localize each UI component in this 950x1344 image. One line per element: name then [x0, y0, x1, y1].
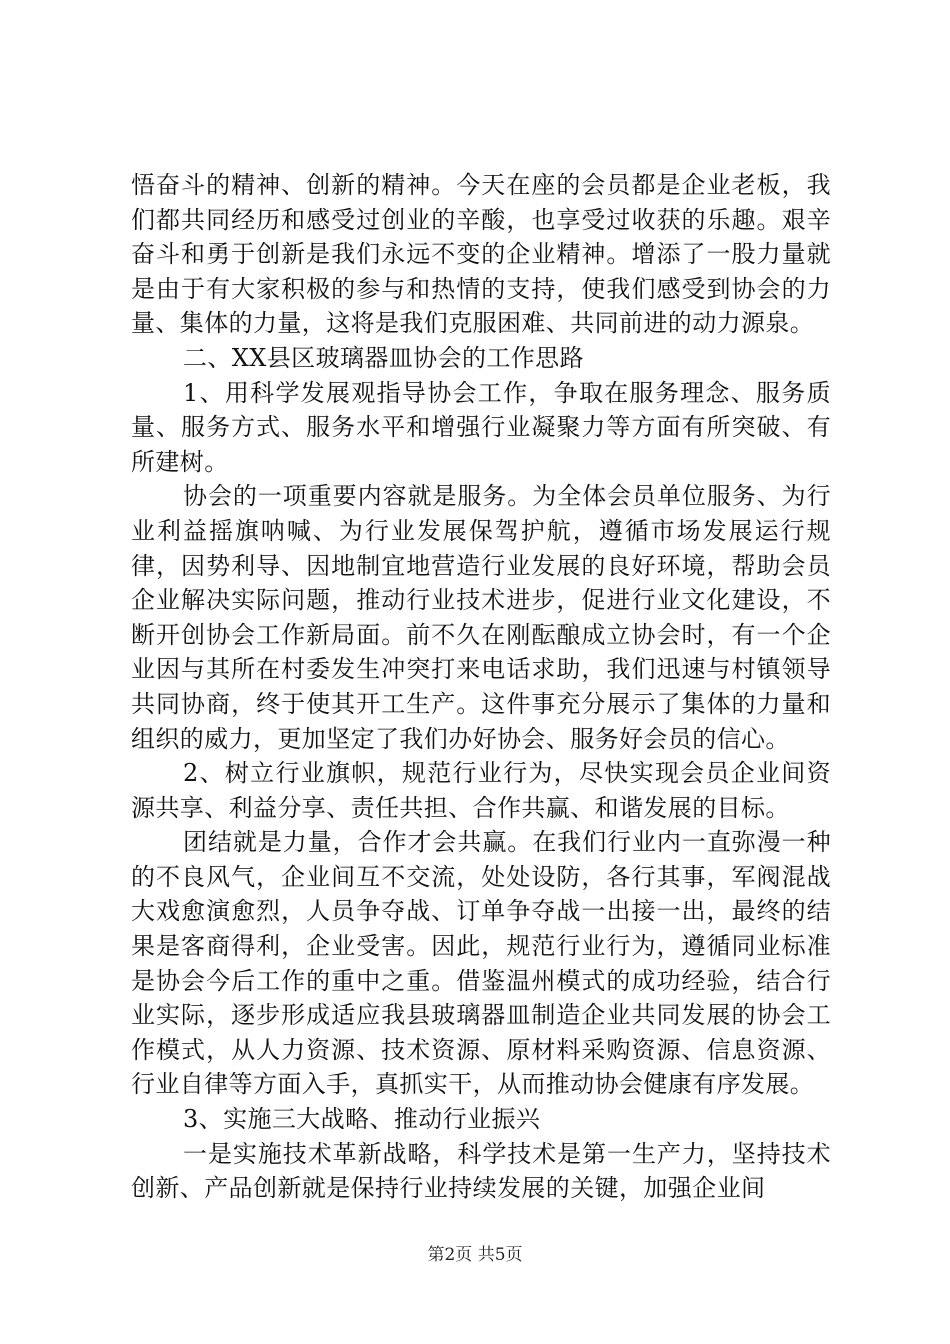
body-paragraph: 悟奋斗的精神、创新的精神。今天在座的会员都是企业老板，我们都共同经历和感受过创业的辛酸，也享受过收获的乐趣。艰辛奋斗和勇于创新是我们永远不变的企业精神。增添了一股力量就是由于有大家积极的参与和热情的支持，使我们感受到协会的力量、集体的力量，这将是我们克服困难、共同前进的动力源泉。 [131, 171, 831, 338]
body-paragraph: 二、XX县区玻璃器皿协会的工作思路 [183, 343, 584, 372]
body-paragraph: 3、实施三大战略、推动行业振兴 [183, 1105, 541, 1134]
page-footer: 第2页 共5页 [427, 1245, 523, 1265]
body-paragraph: 一是实施技术革新战略，科学技术是第一生产力，坚持技术创新、产品创新就是保持行业持续发展的关键，加强企业间 [131, 1139, 831, 1203]
body-paragraph: 团结就是力量，合作才会共赢。在我们行业内一直弥漫一种的不良风气，企业间互不交流，处处设防，各行其事，军阀混战大戏愈演愈烈，人员争夺战、订单争夺战一出接一出，最终的结果是客商得利，企业受害。因此，规范行业行为，遵循同业标准是协会今后工作的重中之重。借鉴温州模式的成功经验，结合行业实际，逐步形成适应我县玻璃器皿制造企业共同发展的协会工作模式，从人力资源、技术资源、原材料采购资源、信息资源、行业自律等方面入手，真抓实干，从而推动协会健康有序发展。 [131, 828, 831, 1099]
body-paragraph: 2、树立行业旗帜，规范行业行为，尽快实现会员企业间资源共享、利益分享、责任共担、合作共赢、和谐发展的目标。 [131, 759, 831, 822]
body-paragraph: 协会的一项重要内容就是服务。为全体会员单位服务、为行业利益摇旗呐喊、为行业发展保驾护航，遵循市场发展运行规律，因势利导、因地制宜地营造行业发展的良好环境，帮助会员企业解决实际问题，推动行业技术进步，促进行业文化建设，不断开创协会工作新局面。前不久在刚酝酿成立协会时，有一个企业因与其所在村委发生冲突打来电话求助，我们迅速与村镇领导共同协商，终于使其开工生产。这件事充分展示了集体的力量和组织的威力，更加坚定了我们办好协会、服务好会员的信心。 [131, 482, 831, 753]
document-body [131, 168, 831, 1206]
body-paragraph: 1、用科学发展观指导协会工作，争取在服务理念、服务质量、服务方式、服务水平和增强行业凝聚力等方面有所突破、有所建树。 [131, 378, 831, 476]
